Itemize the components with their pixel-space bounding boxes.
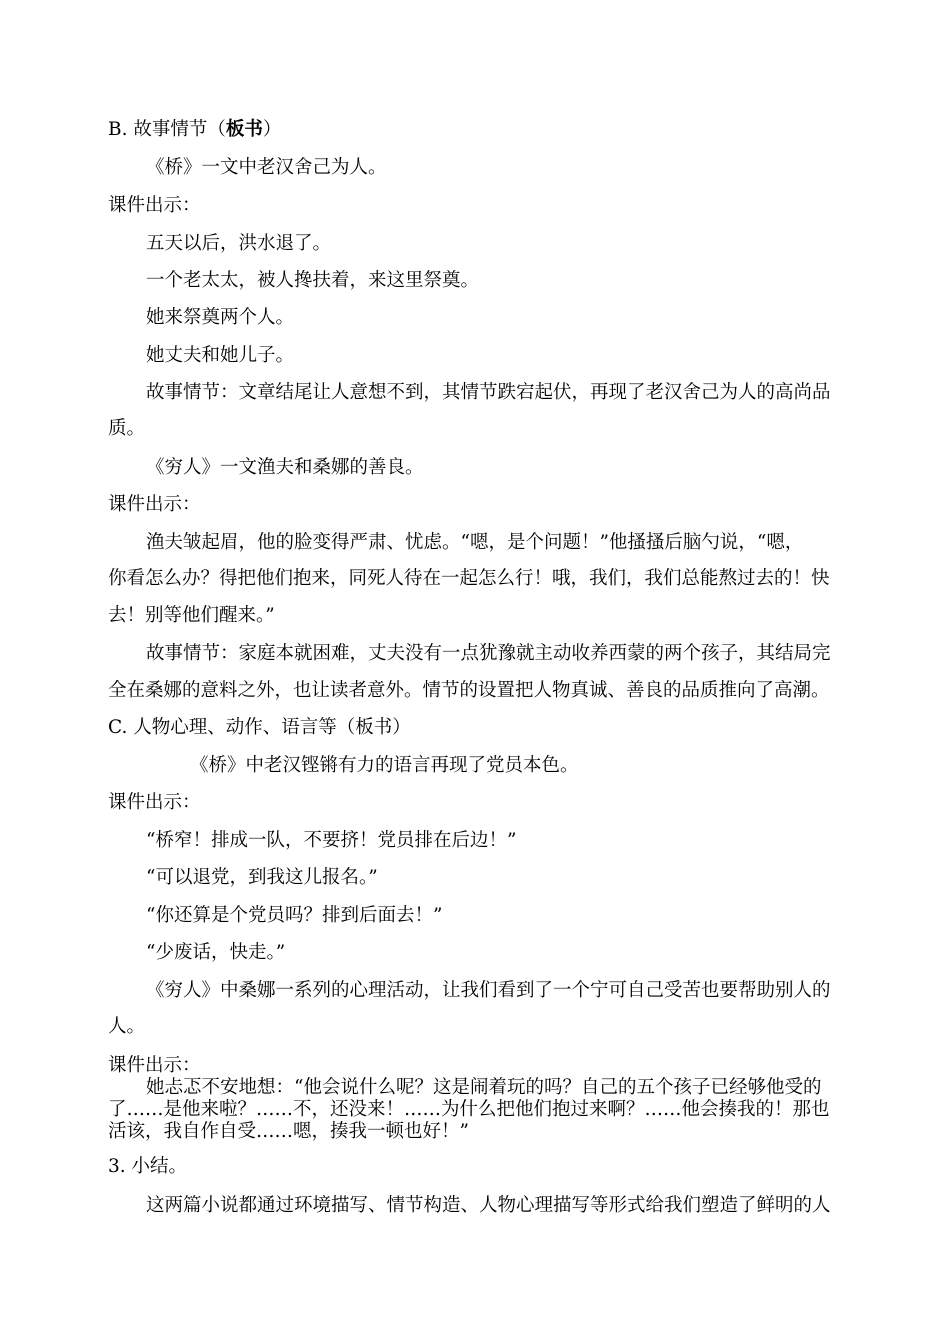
line-text: 故事情节：家庭本就困难，丈夫没有一点犹豫就主动收养西蒙的两个孩子，其结局完: [146, 643, 831, 664]
line-text: 课件出示：: [108, 1055, 201, 1076]
text-line: [146, 155, 387, 181]
line-text: 这两篇小说都通过环境描写、情节构造、人物心理描写等形式给我们塑造了鲜明的人: [146, 1195, 831, 1216]
text-line: [146, 865, 378, 891]
line-text: 了……是他来啦？……不，还没来！……为什么把他们抱过来啊？……他会揍我的！那也: [108, 1099, 830, 1120]
text-line: [146, 268, 479, 294]
line-text-after: ）: [262, 119, 282, 140]
line-text: 《穷人》中桑娜一系列的心理活动，让我们看到了一个宁可自己受苦也要帮助别人的: [146, 980, 831, 1001]
text-line: [108, 1154, 187, 1180]
line-text: 她丈夫和她儿子。: [146, 345, 295, 366]
text-line: [146, 380, 831, 406]
line-text: 去！别等他们醒来。”: [108, 605, 275, 626]
text-line: [108, 678, 830, 704]
text-line: [190, 753, 579, 779]
line-text: 故事情节：文章结尾让人意想不到，其情节跌宕起伏，再现了老汉舍己为人的高尚品: [146, 382, 831, 403]
line-text: 课件出示：: [108, 195, 201, 216]
text-line: [108, 492, 201, 518]
line-text: 活该，我自作自受……嗯，揍我一顿也好！”: [108, 1121, 469, 1142]
text-line: [108, 715, 411, 741]
text-line: [146, 231, 331, 257]
text-line: [146, 641, 831, 667]
line-text: “可以退党，到我这儿报名。”: [146, 867, 378, 888]
line-text: 人。: [108, 1016, 146, 1037]
text-line: [108, 603, 275, 629]
text-line: [146, 940, 285, 966]
line-text: 她来祭奠两个人。: [146, 307, 295, 328]
text-line: [108, 1100, 830, 1120]
text-line: [146, 455, 424, 481]
line-text: 3. 小结。: [108, 1156, 188, 1177]
text-line: [146, 828, 516, 854]
text-line: [146, 530, 803, 556]
line-text: 全在桑娜的意料之外，也让读者意外。情节的设置把人物真诚、善良的品质推向了高潮。: [108, 680, 830, 701]
line-text: “少废话，快走。”: [146, 942, 286, 963]
text-line: [108, 1056, 201, 1076]
line-text: 课件出示：: [108, 494, 201, 515]
text-line: [108, 416, 145, 442]
text-line: [108, 117, 281, 143]
text-line: [146, 343, 294, 369]
text-line: [146, 1193, 831, 1219]
line-text: 《桥》中老汉铿锵有力的语言再现了党员本色。: [190, 755, 579, 776]
line-text: 一个老太太，被人搀扶着，来这里祭奠。: [146, 270, 480, 291]
text-line: [108, 1122, 469, 1142]
line-text: 课件出示：: [108, 792, 201, 813]
line-text: “你还算是个党员吗？排到后面去！”: [146, 905, 443, 926]
line-text: 渔夫皱起眉，他的脸变得严肃、忧虑。“嗯，是个问题！”他搔搔后脑勺说，“嗯，: [146, 532, 804, 553]
line-text: 你看怎么办？得把他们抱来，同死人待在一起怎么行！哦，我们，我们总能熬过去的！快: [108, 568, 830, 589]
bold-text: 板书: [225, 119, 263, 140]
line-text: B. 故事情节（: [108, 119, 226, 140]
text-line: [108, 790, 201, 816]
text-line: [108, 193, 201, 219]
line-text: 她忐忑不安地想：“他会说什么呢？这是闹着玩的吗？自己的五个孩子已经够他受的: [146, 1077, 822, 1098]
line-text: C. 人物心理、动作、语言等（板书）: [108, 717, 411, 738]
line-text: 质。: [108, 418, 146, 439]
text-line: [146, 305, 294, 331]
line-text: 《桥》一文中老汉舍己为人。: [146, 157, 387, 178]
text-line: [146, 1078, 821, 1098]
line-text: 《穷人》一文渔夫和桑娜的善良。: [146, 457, 424, 478]
text-line: [108, 1014, 145, 1040]
line-text: “桥窄！排成一队，不要挤！党员排在后边！”: [146, 830, 517, 851]
text-line: [108, 566, 830, 592]
line-text: 五天以后，洪水退了。: [146, 233, 332, 254]
text-line: [146, 978, 831, 1004]
text-line: [146, 903, 442, 929]
